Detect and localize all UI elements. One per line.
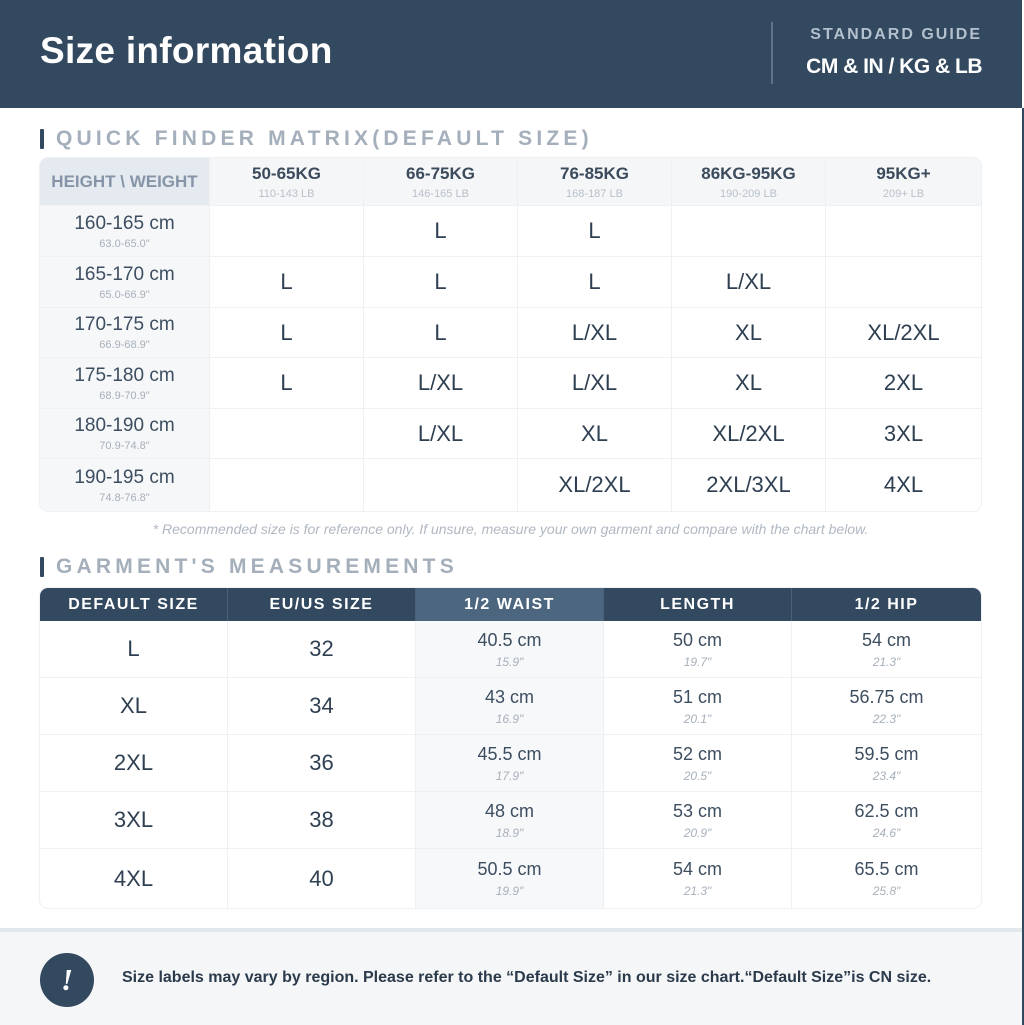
height-cm: 160-165 cm: [74, 212, 175, 234]
length-cell: [604, 678, 792, 734]
matrix-row: [40, 308, 981, 358]
default-size-cell: XL: [40, 678, 228, 734]
waist-cm: 40.5 cm: [477, 629, 542, 650]
exclamation-icon: !: [40, 953, 94, 1007]
height-cell: [40, 206, 210, 257]
measurements-header-row: [40, 588, 981, 621]
length-cell: [604, 849, 792, 908]
weight-column-header: [826, 158, 981, 206]
hip-cm: 56.75 cm: [849, 686, 924, 707]
eu-size-cell: 40: [228, 849, 416, 908]
size-cell: L: [518, 257, 672, 308]
page-header: [0, 0, 1022, 108]
measurements-title: GARMENT'S MEASUREMENTS: [56, 555, 458, 578]
page-title: Size information: [40, 30, 333, 71]
waist-cell: [416, 621, 604, 677]
weight-kg: 66-75KG: [406, 163, 475, 183]
length-cm: 52 cm: [672, 743, 723, 764]
matrix-row: [40, 257, 981, 308]
column-header: EU/US SIZE: [228, 588, 416, 621]
hip-cm: 65.5 cm: [854, 859, 919, 879]
table-row: [40, 792, 981, 849]
default-size-cell: 2XL: [40, 735, 228, 791]
length-in: 19.7": [683, 654, 712, 669]
waist-cell: [416, 735, 604, 791]
length-cell: [604, 735, 792, 791]
size-cell: L/XL: [518, 308, 672, 358]
table-row: [40, 849, 981, 908]
size-cell: [364, 459, 518, 511]
column-header: 1/2 WAIST: [416, 588, 604, 621]
eu-size-cell: 38: [228, 792, 416, 848]
waist-in: 16.9": [495, 711, 524, 726]
size-cell: L: [364, 308, 518, 358]
height-cell: [40, 257, 210, 308]
height-cm: 175-180 cm: [74, 364, 175, 386]
size-cell: L: [210, 358, 364, 409]
weight-kg: 50-65KG: [252, 163, 321, 183]
hip-cell: [792, 792, 981, 848]
default-size-cell: 3XL: [40, 792, 228, 848]
weight-column-header: [672, 158, 826, 206]
table-row: [40, 621, 981, 678]
height-cm: 165-170 cm: [74, 263, 175, 285]
waist-in: 19.9": [495, 884, 524, 898]
measurements-table: [40, 588, 981, 908]
height-cm: 180-190 cm: [74, 415, 175, 436]
hip-cm: 62.5 cm: [854, 800, 919, 821]
length-in: 20.5": [683, 768, 712, 783]
matrix-row: [40, 358, 981, 409]
length-in: 20.1": [683, 711, 712, 726]
waist-in: 18.9": [495, 825, 524, 840]
height-cm: 190-195 cm: [74, 466, 175, 488]
hip-cell: [792, 621, 981, 677]
hip-in: 21.3": [872, 654, 901, 669]
hip-cm: 54 cm: [861, 629, 912, 650]
waist-in: 17.9": [495, 768, 524, 783]
hip-in: 23.4": [872, 768, 901, 783]
region-size-note: Size labels may vary by region. Please refer to the “Default Size” in our size chart.“Default Size”is CN size.: [122, 969, 932, 986]
table-row: [40, 678, 981, 735]
hip-in: 25.8": [872, 884, 901, 898]
matrix-corner-label: HEIGHT \ WEIGHT: [40, 158, 210, 206]
height-in: 63.0-65.0": [99, 237, 150, 250]
hip-cm: 59.5 cm: [854, 743, 919, 764]
size-cell: XL: [672, 358, 826, 409]
quick-finder-matrix: [40, 158, 981, 511]
size-cell: 2XL/3XL: [672, 459, 826, 511]
length-cm: 51 cm: [672, 686, 723, 707]
weight-lb: 209+ LB: [882, 187, 925, 200]
column-header: LENGTH: [604, 588, 792, 621]
waist-cm: 43 cm: [484, 686, 535, 707]
size-cell: L/XL: [364, 358, 518, 409]
table-row: [40, 735, 981, 792]
units-label: CM & IN / KG & LB: [806, 55, 982, 78]
weight-kg: 86KG-95KG: [701, 163, 796, 183]
section-accent-bar: [40, 557, 44, 577]
size-cell: XL/2XL: [672, 409, 826, 459]
section-accent-bar: [40, 129, 44, 149]
waist-cm: 50.5 cm: [477, 859, 542, 879]
size-cell: L: [518, 206, 672, 257]
weight-column-header: [518, 158, 672, 206]
waist-cm: 48 cm: [484, 800, 535, 821]
hip-in: 24.6": [872, 825, 901, 840]
matrix-row: [40, 206, 981, 257]
default-size-cell: L: [40, 621, 228, 677]
column-header: 1/2 HIP: [854, 595, 919, 613]
eu-size-cell: 34: [228, 678, 416, 734]
quick-finder-title: QUICK FINDER MATRIX(DEFAULT SIZE): [56, 127, 593, 150]
size-cell: L: [364, 257, 518, 308]
size-cell: XL: [672, 308, 826, 358]
weight-column-header: [210, 158, 364, 206]
size-cell: L: [210, 308, 364, 358]
eu-size-cell: 36: [228, 735, 416, 791]
length-cell: [604, 792, 792, 848]
weight-lb: 168-187 LB: [566, 187, 623, 200]
size-cell: [826, 206, 981, 257]
size-cell: XL: [518, 409, 672, 459]
size-cell: L/XL: [672, 257, 826, 308]
standard-guide-label: STANDARD GUIDE: [810, 26, 982, 43]
size-cell: 3XL: [826, 409, 981, 459]
length-cm: 50 cm: [672, 629, 723, 650]
hip-cell: [792, 678, 981, 734]
size-cell: [210, 206, 364, 257]
height-in: 66.9-68.9": [99, 339, 150, 351]
height-cell: [40, 459, 210, 511]
weight-column-header: [364, 158, 518, 206]
size-cell: 4XL: [883, 472, 924, 497]
height-in: 65.0-66.9": [99, 288, 150, 301]
quick-finder-heading: [40, 128, 593, 150]
default-size-cell: 4XL: [40, 849, 228, 908]
measurements-heading: [40, 556, 458, 578]
size-cell: L: [364, 206, 518, 257]
size-disclaimer: * Recommended size is for reference only. If unsure, measure your own garment and compare with the chart below.: [152, 521, 869, 537]
size-cell: [672, 206, 826, 257]
length-cm: 53 cm: [672, 800, 723, 821]
height-in: 74.8-76.8": [99, 491, 150, 504]
weight-lb: 110-143 LB: [258, 187, 315, 200]
length-cell: [604, 621, 792, 677]
length-in: 20.9": [683, 825, 712, 840]
waist-cell: [416, 678, 604, 734]
size-cell: 2XL: [826, 358, 981, 409]
height-cell: [40, 409, 210, 459]
height-in: 70.9-74.8": [99, 440, 150, 452]
eu-size-cell: 32: [228, 621, 416, 677]
header-divider: [771, 22, 773, 84]
size-cell: [826, 257, 981, 308]
height-cell: [40, 308, 210, 358]
size-cell: L/XL: [364, 409, 518, 459]
size-cell: XL/2XL: [518, 459, 672, 511]
size-cell: [210, 459, 364, 511]
length-cm: 54 cm: [672, 859, 723, 879]
height-cell: [40, 358, 210, 409]
waist-in: 15.9": [495, 654, 524, 669]
size-cell: [210, 409, 364, 459]
matrix-header-row: [40, 158, 981, 206]
weight-lb: 146-165 LB: [412, 187, 469, 200]
hip-in: 22.3": [872, 711, 901, 726]
weight-kg: 76-85KG: [560, 163, 629, 183]
size-cell: L/XL: [518, 358, 672, 409]
waist-cm: 45.5 cm: [477, 743, 542, 764]
matrix-row: [40, 409, 981, 459]
column-header: DEFAULT SIZE: [40, 588, 228, 621]
waist-cell: [416, 792, 604, 848]
hip-cell: [792, 735, 981, 791]
height-in: 68.9-70.9": [99, 389, 150, 402]
waist-cell: [416, 849, 604, 908]
length-in: 21.3": [683, 884, 712, 898]
height-cm: 170-175 cm: [74, 314, 175, 335]
weight-lb: 190-209 LB: [720, 187, 777, 200]
size-cell: L: [210, 257, 364, 308]
matrix-row: [40, 459, 981, 511]
size-cell: XL/2XL: [826, 308, 981, 358]
hip-cell: [792, 849, 981, 908]
weight-kg: 95KG+: [876, 163, 931, 183]
